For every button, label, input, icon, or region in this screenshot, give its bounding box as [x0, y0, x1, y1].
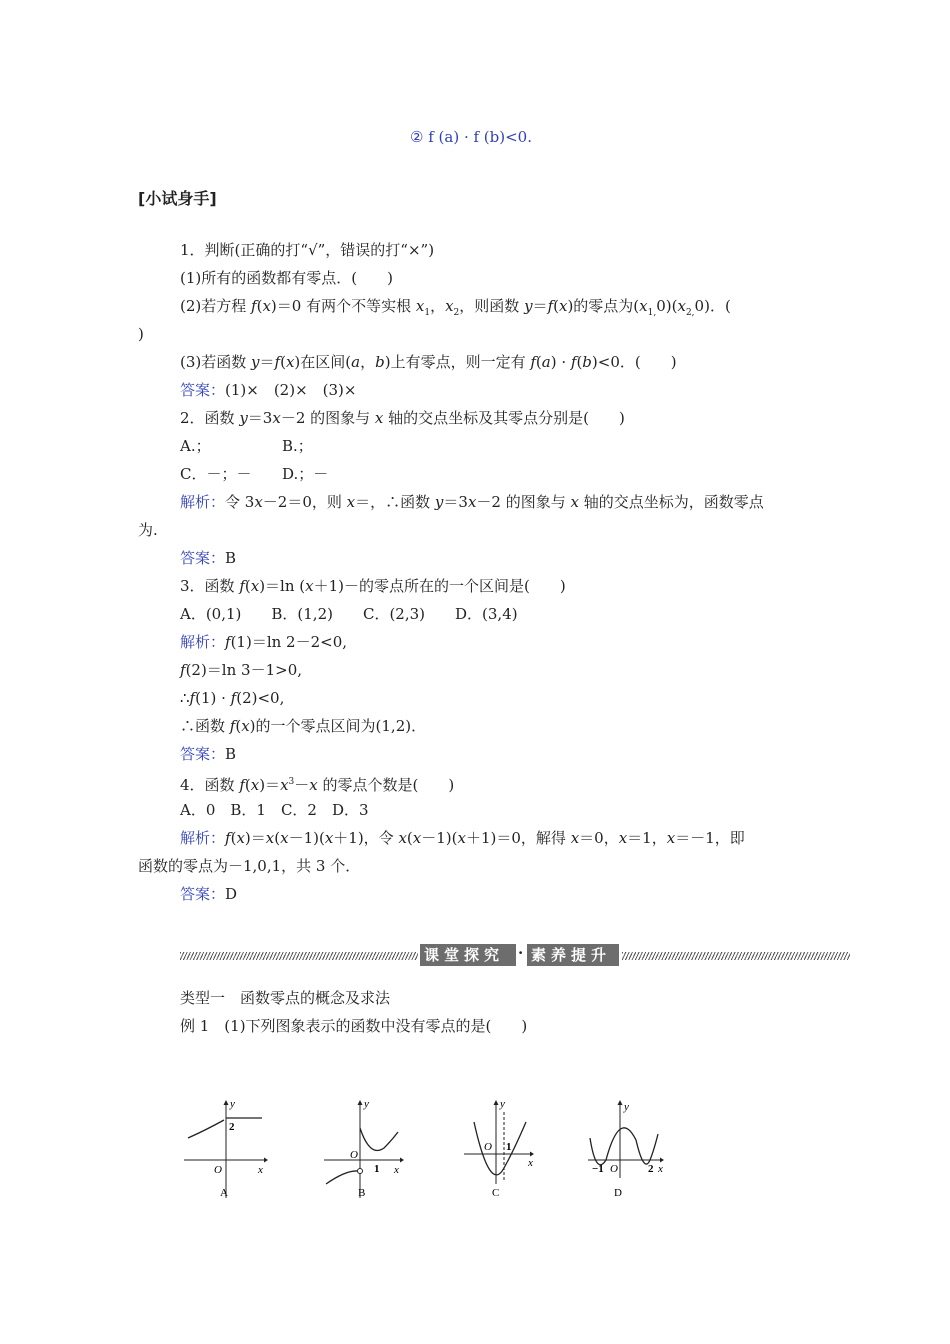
- graph-d-mark-left: −1: [592, 1163, 604, 1175]
- banner-hatch-right: [622, 952, 850, 960]
- q4-answer: 答案：D: [180, 885, 238, 903]
- graph-d-label: D: [614, 1187, 622, 1199]
- graph-d-mark-right: 2: [648, 1163, 654, 1175]
- graph-d-x-label: x: [658, 1163, 663, 1175]
- q3-analysis-4: ∴函数 f(x)的一个零点区间为(1,2)．: [180, 717, 427, 735]
- graph-a-x-label: x: [258, 1164, 263, 1176]
- graph-b-label: B: [358, 1187, 366, 1199]
- graph-b-mark: 1: [374, 1163, 380, 1175]
- q1-stem: 1．判断(正确的打“√”，错误的打“×”): [180, 241, 435, 259]
- graph-c-y-label: y: [500, 1098, 505, 1110]
- q2-option-b: B.；: [282, 437, 313, 455]
- graph-c-x-label: x: [528, 1157, 533, 1169]
- graph-b-origin: O: [350, 1149, 358, 1161]
- graph-b-y-label: y: [364, 1098, 369, 1110]
- graph-a-label: A: [220, 1187, 228, 1199]
- graph-c: [460, 1098, 544, 1202]
- q2-answer: 答案：B: [180, 549, 237, 567]
- q2-analysis-cont: 为.: [138, 521, 158, 539]
- q1-statement-3: (3)若函数 y＝f(x)在区间(a，b)上有零点，则一定有 f(a) · f(b)<0．( ): [180, 353, 677, 371]
- q2-option-c: C．－；－: [180, 465, 252, 483]
- graph-c-label: C: [492, 1187, 500, 1199]
- q1-answer: 答案：(1)× (2)× (3)×: [180, 381, 357, 399]
- q4-analysis-cont: 函数的零点为－1,0,1，共 3 个．: [138, 857, 361, 875]
- q2-analysis: 解析：令 3x－2＝0，则 x＝，∴函数 y＝3x－2 的图象与 x 轴的交点坐标为，函数零点: [180, 493, 764, 511]
- q3-answer: 答案：B: [180, 745, 237, 763]
- example-1: 例 1 (1)下列图象表示的函数中没有零点的是( ): [180, 1017, 528, 1035]
- banner-hatch-left: [180, 952, 418, 960]
- q3-analysis-2: f(2)＝ln 3－1>0,: [180, 661, 303, 679]
- graph-a-y-label: y: [230, 1098, 235, 1110]
- graph-a: [184, 1098, 268, 1202]
- q4-stem: 4．函数 $f(x)=x^3-x$ 的零点个数是( ): [180, 776, 455, 794]
- q2-stem: 2．函数 y＝3x－2 的图象与 x 轴的交点坐标及其零点分别是( ): [180, 409, 625, 427]
- q2-option-a: A.；: [180, 437, 211, 455]
- graph-d: [586, 1098, 670, 1202]
- graph-b: [322, 1098, 406, 1202]
- q3-stem: 3．函数 f(x)＝ln (x＋1)－的零点所在的一个区间是( ): [180, 577, 566, 595]
- graph-a-mark: 2: [229, 1121, 235, 1133]
- section-title: [小试身手]: [138, 189, 217, 208]
- q1-statement-2-close: ): [138, 325, 144, 343]
- graph-d-origin: O: [610, 1163, 618, 1175]
- q3-options: A．(0,1) B．(1,2) C．(2,3) D．(3,4): [180, 605, 518, 623]
- graph-c-origin: O: [484, 1141, 492, 1153]
- graph-d-y-label: y: [624, 1101, 629, 1113]
- banner-left-badge: 课堂探究: [420, 944, 516, 966]
- graph-c-mark: 1: [506, 1141, 512, 1153]
- graph-a-origin: O: [214, 1164, 222, 1176]
- q1-statement-2: (2)若方程 f(x)＝0 有两个不等实根 $x_1$，$x_2$，则函数 y＝f(x)的零点为$(x_{1,}0)(x_{2,}0)$．(: [180, 297, 731, 318]
- q1-statement-1: (1)所有的函数都有零点．( ): [180, 269, 393, 287]
- type-heading: 类型一 函数零点的概念及求法: [180, 989, 391, 1007]
- q4-options: A．0 B．1 C．2 D．3: [180, 801, 369, 819]
- q2-option-d: D.；－: [282, 465, 329, 483]
- banner-right-badge: 素养提升: [527, 944, 619, 966]
- graph-b-x-label: x: [394, 1164, 399, 1176]
- q4-analysis: 解析：f(x)＝x(x－1)(x＋1)，令 x(x－1)(x＋1)＝0，解得 x＝0，x＝1，x＝－1，即: [180, 829, 745, 847]
- banner-dot: ·: [518, 944, 524, 962]
- q3-analysis-3: ∴f(1) · f(2)<0,: [180, 689, 285, 707]
- q3-analysis-1: 解析：f(1)＝ln 2－2<0,: [180, 633, 348, 651]
- top-condition: ② f (a) · f (b)<0.: [410, 128, 532, 146]
